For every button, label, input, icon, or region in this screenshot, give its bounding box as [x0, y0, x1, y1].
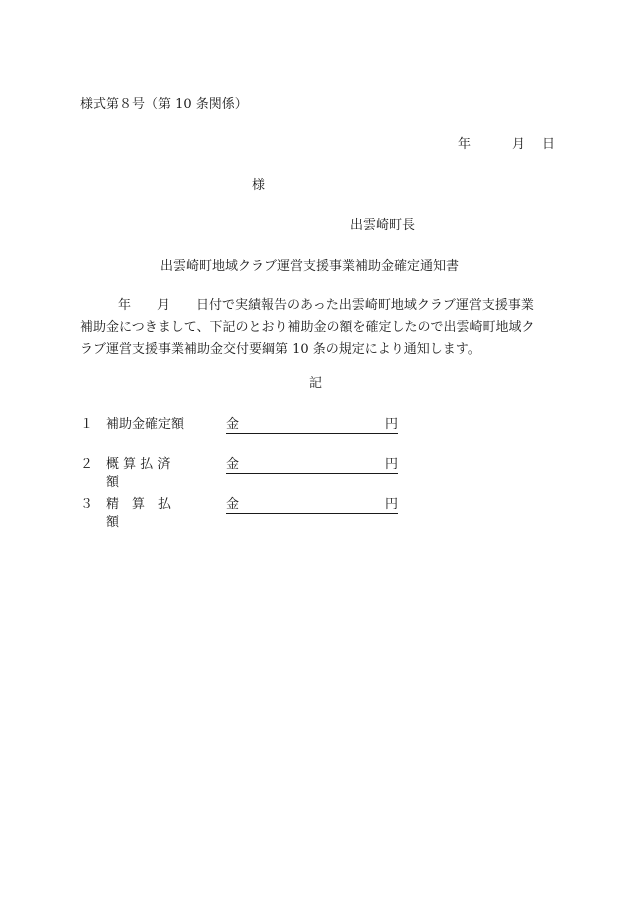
item-number: ３: [80, 497, 94, 512]
date-day: 日: [542, 137, 556, 152]
amount-prefix: 金: [226, 457, 240, 472]
form-number: 様式第８号（第 10 条関係）: [80, 97, 248, 112]
document-title: 出雲崎町地域クラブ運営支援事業補助金確定通知書: [160, 259, 460, 274]
issuer: 出雲崎町長: [350, 218, 416, 233]
amount-unit: 円: [384, 497, 398, 512]
amount-prefix: 金: [226, 417, 240, 432]
amount-unit: 円: [384, 457, 398, 472]
body-line-3: ラブ運営支援事業補助金交付要綱第 10 条の規定により通知します。: [80, 342, 481, 357]
body-month: 月: [157, 298, 171, 313]
item-label: 精 算 払 額: [106, 497, 185, 530]
amount-unit: 円: [384, 417, 398, 432]
amount-prefix: 金: [226, 497, 240, 512]
addressee: 様: [252, 178, 266, 193]
amount-field: [226, 416, 398, 434]
amount-field: [226, 456, 398, 474]
date-year: 年: [458, 137, 472, 152]
ki-heading: 記: [309, 376, 323, 391]
body-line-1-rest: 日付で実績報告のあった出雲崎町地域クラブ運営支援事業: [196, 298, 534, 313]
amount-field: [226, 496, 398, 514]
date-month: 月: [512, 137, 526, 152]
body-line-2: 補助金につきまして、下記のとおり補助金の額を確定したので出雲崎町地域ク: [80, 320, 535, 335]
body-year: 年: [118, 298, 132, 313]
date-line: [458, 137, 555, 153]
body-line-1: [80, 295, 560, 317]
item-label: 概 算 払 済 額: [106, 457, 171, 490]
item-number: １: [80, 417, 94, 432]
body-text: [80, 295, 560, 361]
item-number: ２: [80, 457, 94, 472]
item-label: 補助金確定額: [106, 417, 185, 432]
